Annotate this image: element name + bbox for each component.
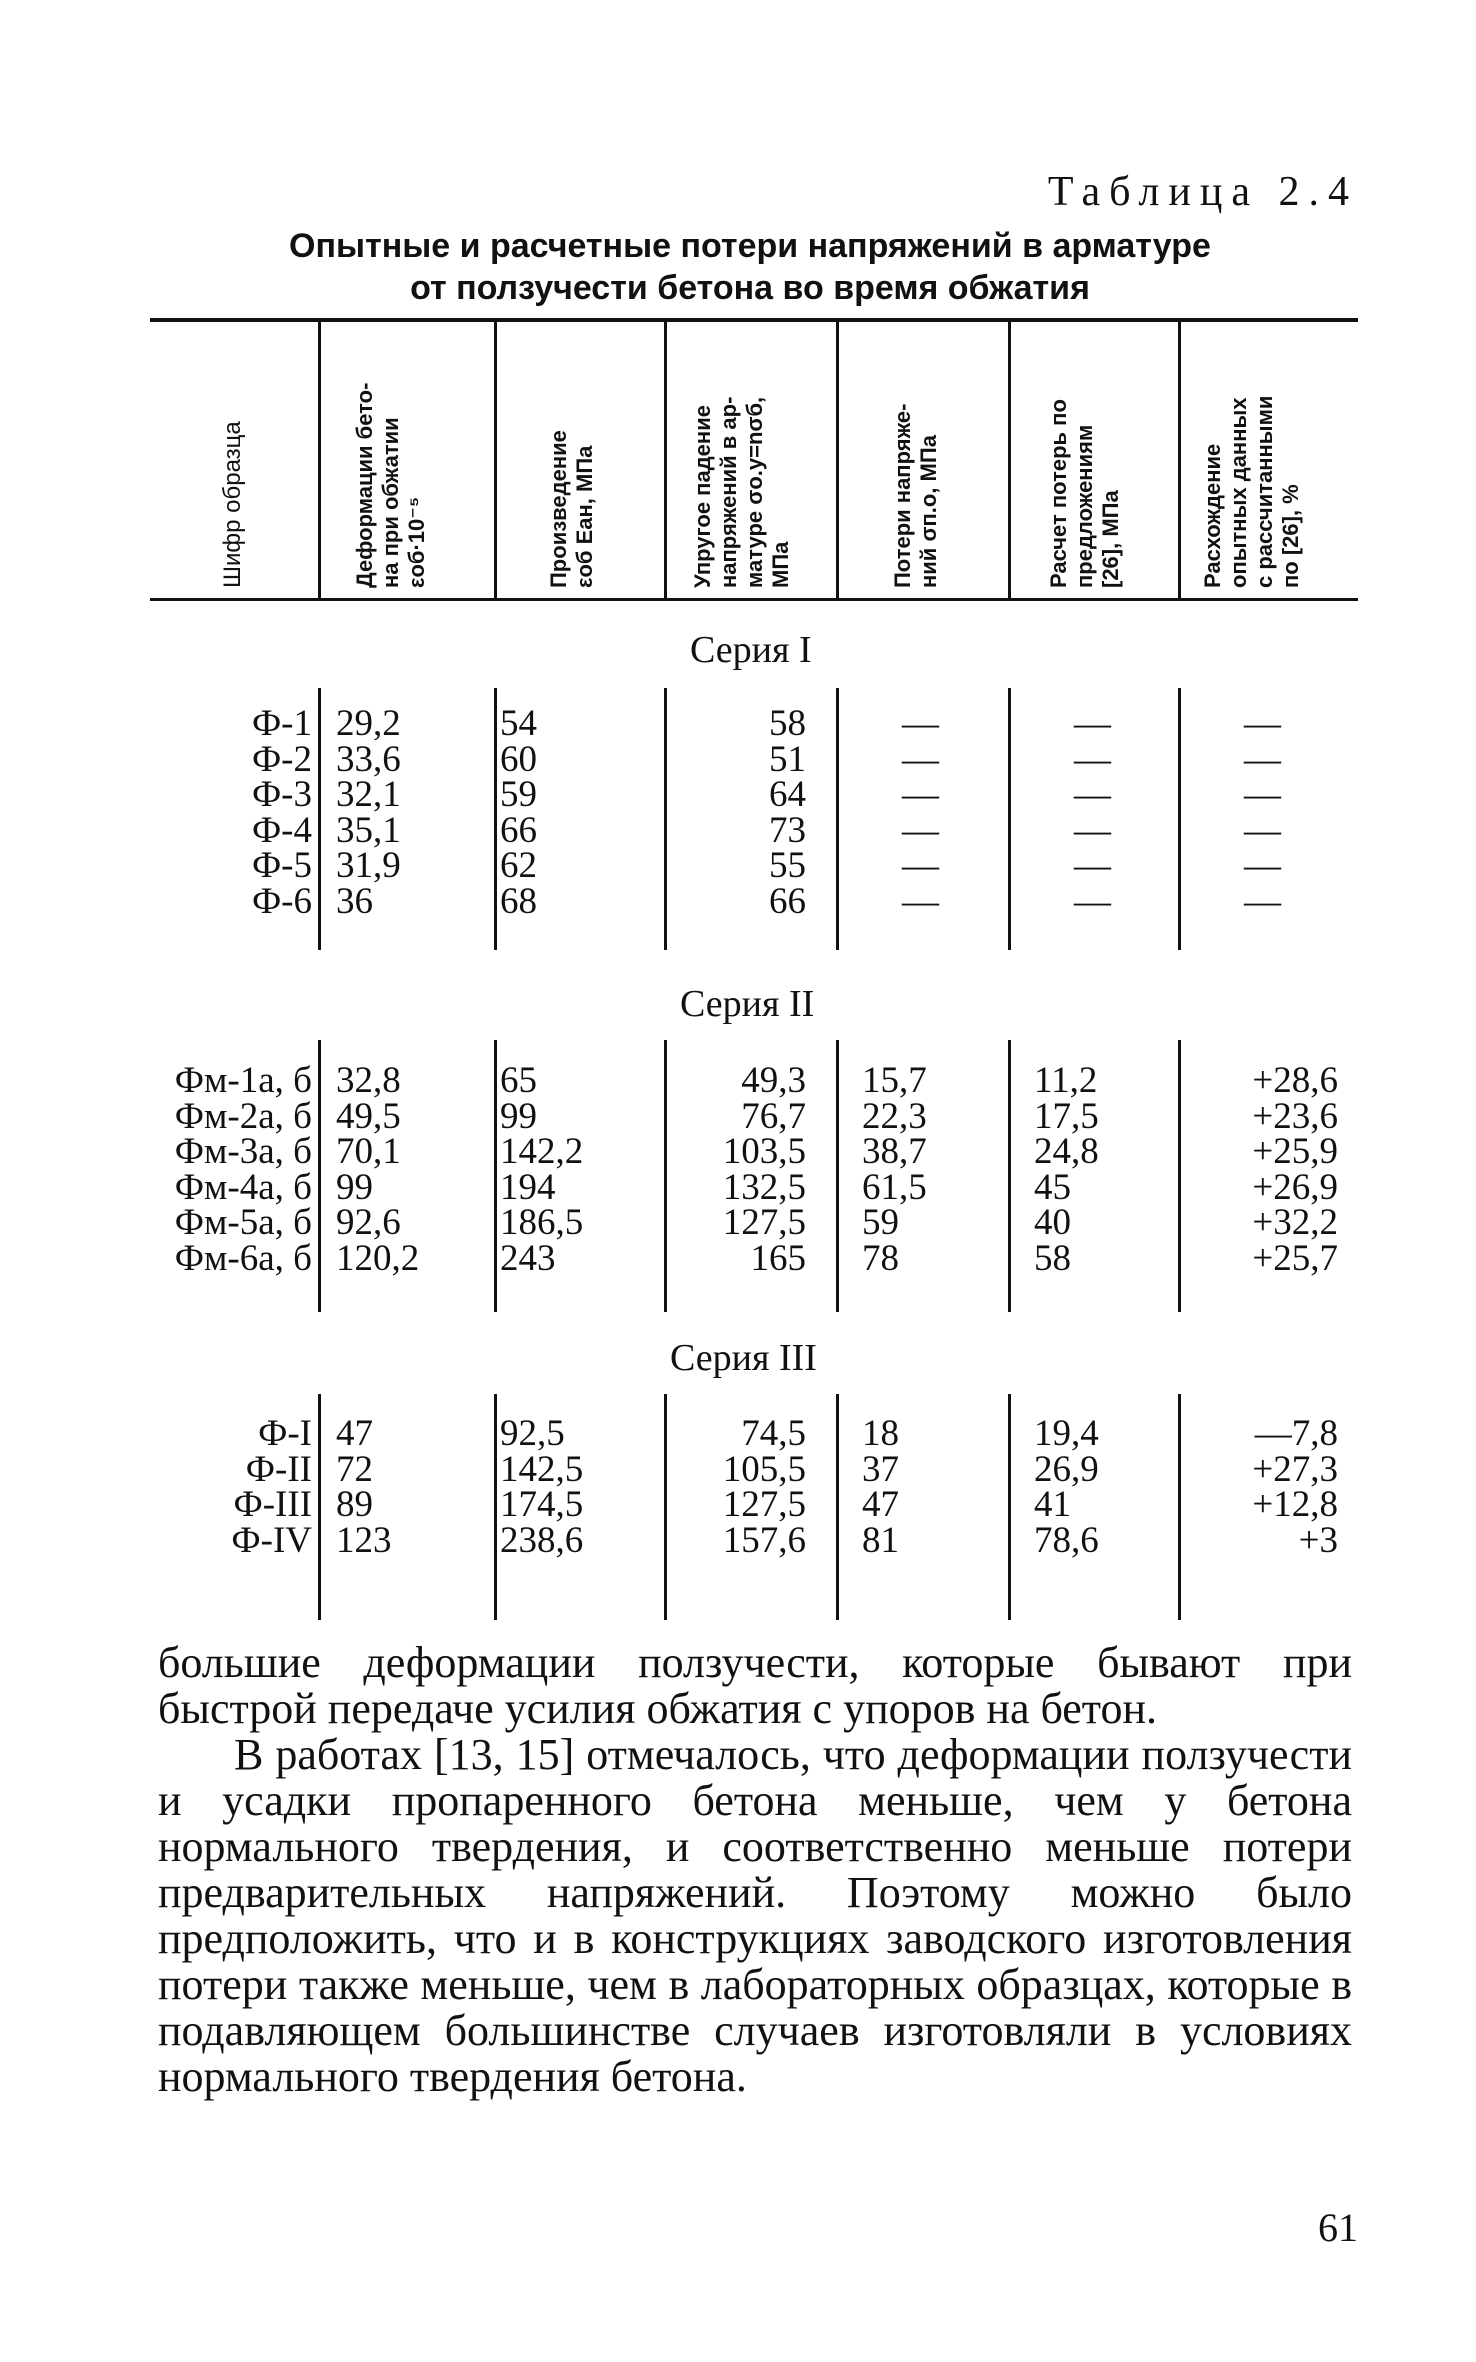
column-header-3: Произведение εоб Eан, МПа bbox=[546, 430, 597, 588]
table-cell: — bbox=[902, 703, 939, 744]
table-cell: 59 bbox=[862, 1202, 899, 1244]
series-column-divider bbox=[318, 1394, 321, 1620]
sample-code: Ф-5 bbox=[251, 845, 312, 887]
table-cell: — bbox=[1244, 703, 1281, 744]
table-cell: 72 bbox=[336, 1448, 373, 1490]
header-column-divider bbox=[836, 322, 839, 598]
table-cell: 99 bbox=[336, 1166, 373, 1208]
table-cell: 60 bbox=[500, 738, 537, 780]
table-cell: 142,2 bbox=[500, 1131, 584, 1173]
table-cell: 62 bbox=[500, 845, 537, 887]
table-cell: — bbox=[1074, 881, 1111, 922]
table-cell: 65 bbox=[500, 1060, 537, 1101]
sample-code: Ф-3 bbox=[251, 774, 312, 816]
header-column-divider bbox=[664, 322, 667, 598]
column-header-4: Упругое падение напряжений в ар- матуре σо.у=nσб, МПа bbox=[690, 396, 793, 588]
table-cell: 51 bbox=[769, 738, 806, 780]
table-caption-line-1: Опытные и расчетные потери напряжений в арматуре bbox=[289, 227, 1211, 265]
table-cell: 123 bbox=[336, 1519, 392, 1561]
table-cell: 194 bbox=[500, 1166, 556, 1208]
series-column-divider bbox=[1008, 1040, 1011, 1312]
table-cell: 47 bbox=[862, 1484, 899, 1526]
table-cell: 64 bbox=[769, 774, 806, 816]
table-cell: +26,9 bbox=[1252, 1166, 1338, 1208]
table-cell: 32,1 bbox=[336, 774, 401, 816]
table-cell: — bbox=[1074, 738, 1111, 780]
table-cell: 59 bbox=[500, 774, 537, 816]
table-cell: — bbox=[902, 809, 939, 851]
table-cell: 33,6 bbox=[336, 738, 401, 780]
table-cell: — bbox=[902, 738, 939, 780]
series-column-divider bbox=[494, 1040, 497, 1312]
table-cell: 29,2 bbox=[336, 703, 401, 744]
table-cell: 15,7 bbox=[862, 1060, 927, 1101]
table-cell: — bbox=[902, 845, 939, 887]
table-cell: 35,1 bbox=[336, 809, 401, 851]
table-cell: +3 bbox=[1298, 1519, 1338, 1561]
series-column-divider bbox=[318, 688, 321, 950]
table-cell: 11,2 bbox=[1034, 1060, 1098, 1101]
sample-code: Ф-6 bbox=[251, 881, 312, 922]
series-column-divider bbox=[664, 688, 667, 950]
table-cell: 45 bbox=[1034, 1166, 1071, 1208]
table-cell: — bbox=[1244, 774, 1281, 816]
table-cell: 61,5 bbox=[862, 1166, 927, 1208]
table-cell: 120,2 bbox=[336, 1238, 420, 1279]
sample-code: Ф-IV bbox=[231, 1519, 312, 1561]
table-cell: +23,6 bbox=[1252, 1095, 1338, 1137]
table-cell: 99 bbox=[500, 1095, 537, 1137]
sample-code: Фм-2а, б bbox=[174, 1095, 312, 1137]
table-cell: 92,6 bbox=[336, 1202, 401, 1244]
table-cell: 36 bbox=[336, 881, 373, 922]
table-cell: — bbox=[1244, 845, 1281, 887]
series-column-divider bbox=[1008, 688, 1011, 950]
table-cell: 17,5 bbox=[1034, 1095, 1099, 1137]
table-header-rule bbox=[150, 598, 1358, 601]
table-cell: 186,5 bbox=[500, 1202, 584, 1244]
table-cell: 38,7 bbox=[862, 1131, 927, 1173]
table-cell: 24,8 bbox=[1034, 1131, 1099, 1173]
series-column-divider bbox=[836, 1394, 839, 1620]
table-cell: 31,9 bbox=[336, 845, 401, 887]
sample-code: Ф-4 bbox=[251, 809, 312, 851]
paragraph-1: большие деформации ползучести, которые бывают при быстрой передаче усилия обжатия с упоров на бетон. bbox=[158, 1638, 1352, 1733]
table-cell: 66 bbox=[500, 809, 537, 851]
table-cell: — bbox=[902, 881, 939, 922]
table-number: Таблица 2.4 bbox=[1047, 169, 1358, 215]
table-cell: 78,6 bbox=[1034, 1519, 1099, 1561]
table-cell: 132,5 bbox=[722, 1166, 806, 1208]
table-cell: 157,6 bbox=[722, 1519, 806, 1561]
table-cell: 238,6 bbox=[500, 1519, 584, 1561]
table-cell: 41 bbox=[1034, 1484, 1071, 1526]
table-cell: 74,5 bbox=[741, 1413, 806, 1454]
table-cell: +32,2 bbox=[1252, 1202, 1338, 1244]
table-cell: 19,4 bbox=[1034, 1413, 1099, 1454]
table-top-rule bbox=[150, 318, 1358, 322]
column-header-5: Потери напряже- ний σп.о, МПа bbox=[890, 403, 941, 588]
sample-code: Ф-I bbox=[258, 1413, 312, 1454]
table-cell: 92,5 bbox=[500, 1413, 565, 1454]
table-cell: 54 bbox=[500, 703, 537, 744]
table-cell: 105,5 bbox=[722, 1448, 806, 1490]
header-column-divider bbox=[1178, 322, 1181, 598]
table-cell: —7,8 bbox=[1254, 1413, 1338, 1454]
table-caption-line-2: от ползучести бетона во время обжатия bbox=[410, 269, 1090, 307]
table-cell: 49,5 bbox=[336, 1095, 401, 1137]
table-cell: 127,5 bbox=[722, 1484, 806, 1526]
sample-code: Фм-4а, б bbox=[174, 1166, 312, 1208]
table-cell: 81 bbox=[862, 1519, 899, 1561]
table-cell: 174,5 bbox=[500, 1484, 584, 1526]
table-cell: 142,5 bbox=[500, 1448, 584, 1490]
table-cell: 66 bbox=[769, 881, 806, 922]
sample-code: Ф-II bbox=[245, 1448, 312, 1490]
series-column-divider bbox=[664, 1394, 667, 1620]
table-cell: — bbox=[1244, 809, 1281, 851]
table-cell: 89 bbox=[336, 1484, 373, 1526]
series-column-divider bbox=[494, 688, 497, 950]
table-cell: 47 bbox=[336, 1413, 373, 1454]
table-cell: 58 bbox=[769, 703, 806, 744]
sample-code: Фм-3а, б bbox=[174, 1131, 312, 1173]
sample-code: Фм-5а, б bbox=[174, 1202, 312, 1244]
table-cell: 37 bbox=[862, 1448, 899, 1490]
table-cell: +12,8 bbox=[1252, 1484, 1338, 1526]
table-cell: 127,5 bbox=[722, 1202, 806, 1244]
sample-code: Ф-1 bbox=[251, 703, 312, 744]
paragraph-2: В работах [13, 15] отмечалось, что деформации ползучести и усадки пропаренного бетона меньше, чем у бетона нормального твердения, и соответственно меньше потери предварительных напряжений. Поэтому можно было предположить, что и в конструкциях заводского изготовления потери также меньше, чем в лабораторных образцах, которые в подавляющем большинстве случаев изготовляли в условиях нормального твердения бетона. bbox=[158, 1730, 1352, 2101]
series-title-1: Серия I bbox=[690, 629, 812, 671]
series-column-divider bbox=[1008, 1394, 1011, 1620]
table-cell: — bbox=[1074, 809, 1111, 851]
table-cell: 68 bbox=[500, 881, 537, 922]
sample-code: Фм-1а, б bbox=[174, 1060, 312, 1101]
series-title-3: Серия III bbox=[670, 1337, 817, 1379]
table-cell: — bbox=[1074, 774, 1111, 816]
series-title-2: Серия II bbox=[680, 983, 815, 1025]
table-cell: — bbox=[1244, 881, 1281, 922]
column-header-7: Расхождение опытных данных с рассчитанными по [26], % bbox=[1200, 395, 1303, 588]
table-cell: +25,9 bbox=[1252, 1131, 1338, 1173]
table-cell: — bbox=[1074, 703, 1111, 744]
page-number: 61 bbox=[1318, 2205, 1358, 2250]
sample-code: Ф-III bbox=[233, 1484, 312, 1526]
series-column-divider bbox=[1178, 688, 1181, 950]
column-header-1: Шифр образца bbox=[219, 421, 246, 588]
series-column-divider bbox=[1178, 1394, 1181, 1620]
table-cell: +28,6 bbox=[1252, 1060, 1338, 1101]
series-column-divider bbox=[494, 1394, 497, 1620]
table-cell: 165 bbox=[750, 1238, 806, 1279]
table-cell: 49,3 bbox=[741, 1060, 806, 1101]
table-cell: 73 bbox=[769, 809, 806, 851]
series-column-divider bbox=[664, 1040, 667, 1312]
header-column-divider bbox=[494, 322, 497, 598]
series-column-divider bbox=[318, 1040, 321, 1312]
table-cell: 78 bbox=[862, 1238, 899, 1279]
table-cell: 18 bbox=[862, 1413, 899, 1454]
table-cell: 243 bbox=[500, 1238, 556, 1279]
sample-code: Фм-6а, б bbox=[174, 1238, 312, 1279]
column-header-6: Расчет потерь по предложениям [26], МПа bbox=[1046, 399, 1123, 588]
table-cell: 76,7 bbox=[741, 1095, 806, 1137]
table-cell: +27,3 bbox=[1252, 1448, 1338, 1490]
table-cell: — bbox=[902, 774, 939, 816]
table-cell: — bbox=[1074, 845, 1111, 887]
body-text bbox=[158, 1640, 1352, 2100]
table-cell: +25,7 bbox=[1252, 1238, 1338, 1279]
series-column-divider bbox=[1178, 1040, 1181, 1312]
sample-code: Ф-2 bbox=[251, 738, 312, 780]
series-column-divider bbox=[836, 688, 839, 950]
table-cell: 22,3 bbox=[862, 1095, 927, 1137]
table-cell: 55 bbox=[769, 845, 806, 887]
table-cell: — bbox=[1244, 738, 1281, 780]
table-cell: 26,9 bbox=[1034, 1448, 1099, 1490]
table-cell: 58 bbox=[1034, 1238, 1071, 1279]
table-cell: 32,8 bbox=[336, 1060, 401, 1101]
header-column-divider bbox=[1008, 322, 1011, 598]
header-column-divider bbox=[318, 322, 321, 598]
table-cell: 70,1 bbox=[336, 1131, 401, 1173]
table-cell: 103,5 bbox=[722, 1131, 806, 1173]
series-column-divider bbox=[836, 1040, 839, 1312]
table-cell: 40 bbox=[1034, 1202, 1071, 1244]
column-header-2: Деформации бето- на при обжатии εоб·10⁻⁵ bbox=[352, 382, 429, 588]
